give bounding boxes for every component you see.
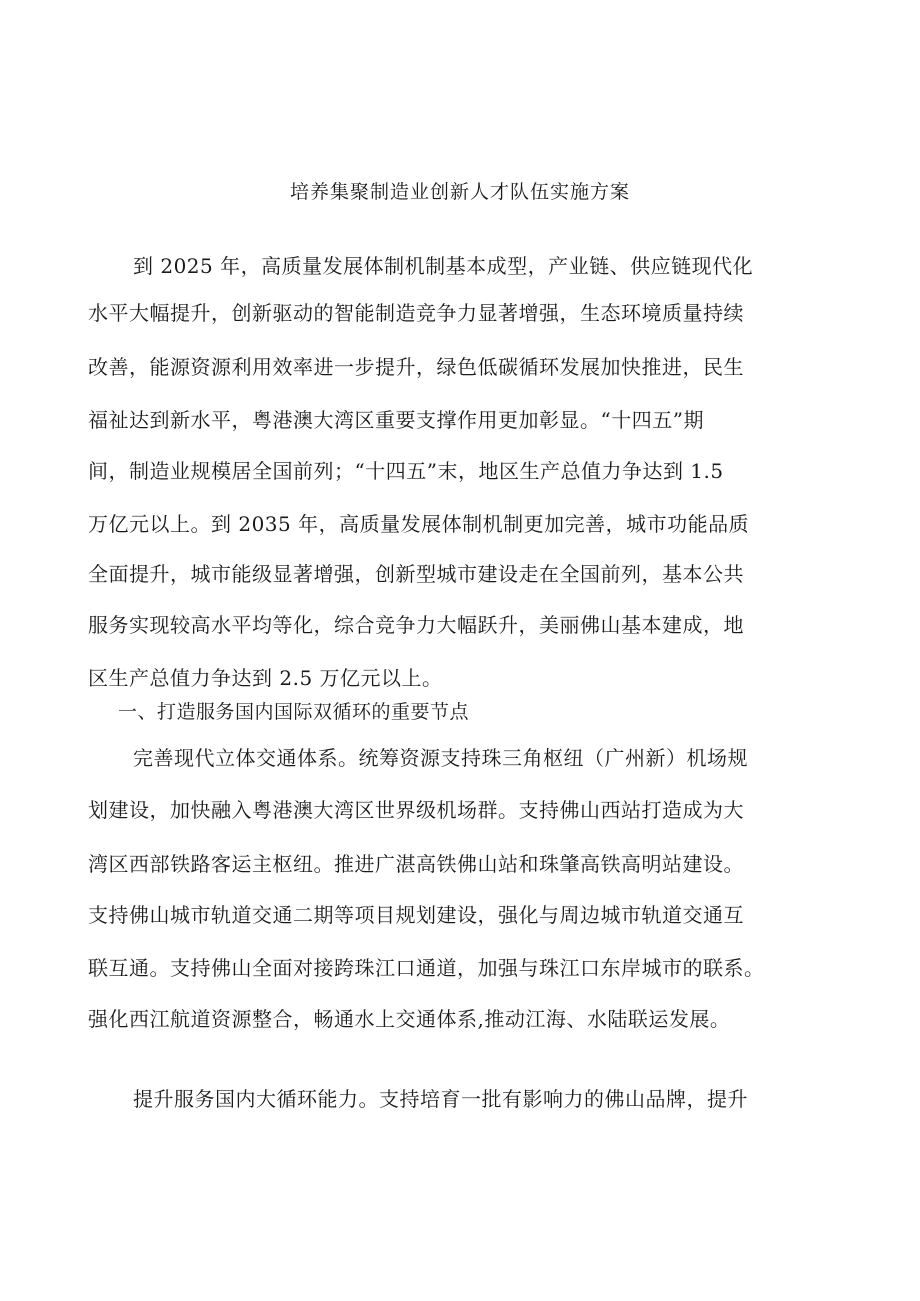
- paragraph-3-line-1: 提升服务国内大循环能力。支持培育一批有影响力的佛山品牌，提升: [133, 1087, 748, 1111]
- section-heading: 一、打造服务国内国际双循环的重要节点: [118, 701, 470, 723]
- paragraph-1-line-9: 区生产总值力争达到 2.5 万亿元以上。: [88, 666, 443, 690]
- paragraph-1-line-6: 万亿元以上。到 2035 年，高质量发展体制机制更加完善，城市功能品质: [88, 512, 750, 536]
- paragraph-1-line-8: 服务实现较高水平均等化，综合竞争力大幅跃升，美丽佛山基本建成，地: [88, 613, 744, 637]
- paragraph-2-line-2: 划建设，加快融入粤港澳大湾区世界级机场群。支持佛山西站打造成为大: [88, 798, 744, 822]
- paragraph-2-line-4: 支持佛山城市轨道交通二期等项目规划建设，强化与周边城市轨道交通互: [88, 903, 744, 927]
- paragraph-1-line-5: 间，制造业规模居全国前列；“十四五”末，地区生产总值力争达到 1.5: [88, 459, 724, 483]
- paragraph-1-line-4: 福祉达到新水平，粤港澳大湾区重要支撑作用更加彰显。“十四五”期: [88, 408, 704, 432]
- paragraph-2-line-3: 湾区西部铁路客运主枢纽。推进广湛高铁佛山站和珠肇高铁高明站建设。: [88, 852, 744, 876]
- paragraph-2-line-5: 联互通。支持佛山全面对接跨珠江口通道，加强与珠江口东岸城市的联系。: [88, 956, 765, 980]
- paragraph-1-line-3: 改善，能源资源利用效率进一步提升，绿色低碳循环发展加快推进，民生: [88, 355, 744, 379]
- paragraph-1-line-2: 水平大幅提升，创新驱动的智能制造竞争力显著增强，生态环境质量持续: [88, 301, 744, 325]
- paragraph-1-line-7: 全面提升，城市能级显著增强，创新型城市建设走在全国前列，基本公共: [88, 562, 744, 586]
- paragraph-2-line-1: 完善现代立体交通体系。统筹资源支持珠三角枢纽（广州新）机场规: [133, 746, 748, 770]
- paragraph-2-line-6: 强化西江航道资源整合，畅通水上交通体系,推动江海、水陆联运发展。: [88, 1007, 731, 1031]
- document-title: 培养集聚制造业创新人才队伍实施方案: [289, 181, 630, 203]
- paragraph-1-line-1: 到 2025 年，高质量发展体制机制基本成型，产业链、供应链现代化: [133, 254, 754, 278]
